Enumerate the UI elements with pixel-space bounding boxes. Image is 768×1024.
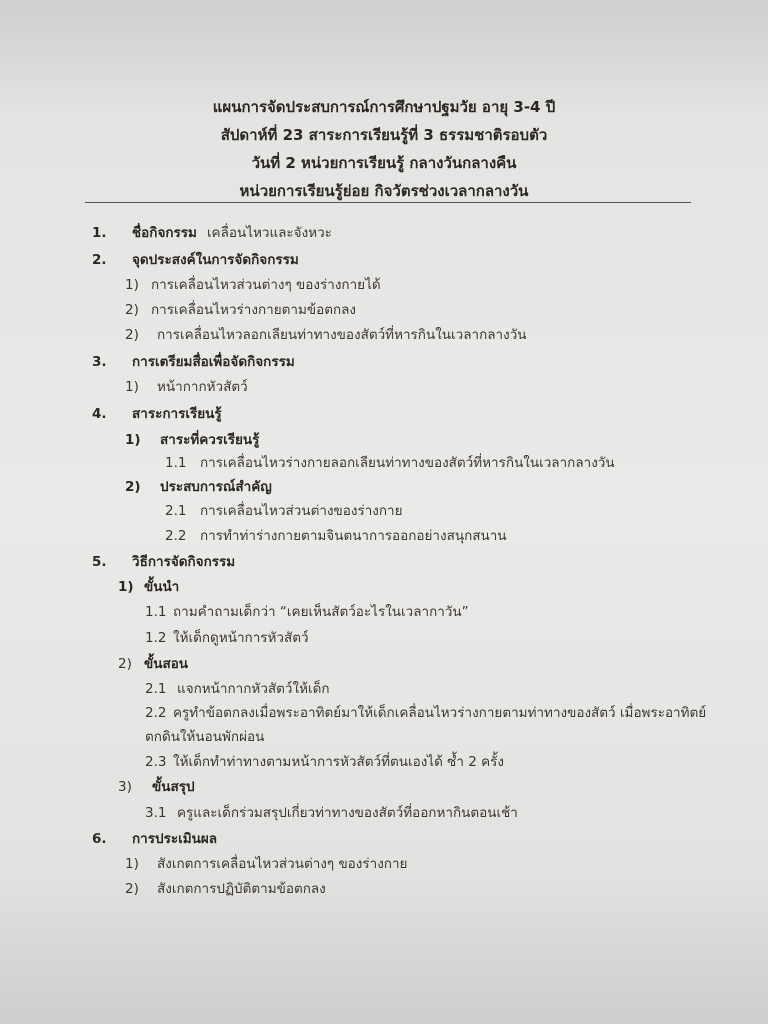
list-item-continuation: ตกดินให้นอนพักผ่อน (145, 729, 265, 745)
item-number: 1.2 (145, 630, 167, 646)
list-item (145, 600, 469, 622)
item-number: 3.1 (145, 805, 167, 821)
item-text: การเคลื่อนไหวส่วนต่างๆ ของร่างกายได้ (151, 277, 381, 293)
step-label (118, 775, 195, 797)
step-title: ขั้นสอน (144, 656, 189, 672)
section-label: สาระการเรียนรู้ (132, 406, 222, 422)
item-number: 2) (118, 656, 132, 672)
list-item (145, 626, 309, 648)
section-label: จุดประสงค์ในการจัดกิจกรรม (132, 252, 299, 268)
item-number: 1) (125, 379, 139, 395)
item-text: สังเกตการปฏิบัติตามข้อตกลง (157, 881, 326, 897)
item-number: 2) (125, 479, 141, 495)
item-number: 2.2 (145, 705, 167, 721)
section-label: ชื่อกิจกรรม (132, 225, 197, 241)
section-number: 3. (92, 354, 107, 370)
item-number: 1) (125, 856, 139, 872)
subsection-label (125, 428, 259, 450)
section-evaluation (92, 827, 217, 849)
section-number: 5. (92, 554, 107, 570)
list-item (125, 375, 248, 397)
subunit-title: หน่วยการเรียนรู้ย่อย กิจวัตรช่วงเวลากลางวัน (239, 182, 529, 200)
section-number: 2. (92, 252, 107, 268)
item-number: 2) (125, 327, 139, 343)
list-item (145, 701, 706, 723)
list-item (145, 750, 504, 772)
item-text: การเคลื่อนไหวร่างกายตามข้อตกลง (151, 302, 357, 318)
item-number: 1.1 (145, 604, 167, 620)
section-number: 6. (92, 831, 107, 847)
list-item (125, 877, 326, 899)
item-text: การเคลื่อนไหวร่างกายลอกเลียนท่าทางของสัตว์ที่หารกินในเวลากลางวัน (200, 455, 615, 471)
item-number: 1) (125, 277, 139, 293)
item-text: การเคลื่อนไหวส่วนต่างของร่างกาย (200, 503, 403, 519)
item-number: 2) (125, 881, 139, 897)
section-activity-name (92, 221, 332, 243)
day-title: วันที่ 2 หน่วยการเรียนรู้ กลางวันกลางคืน (251, 154, 517, 172)
item-text: แจกหน้ากากหัวสัตว์ให้เด็ก (177, 681, 330, 697)
step-label (118, 575, 179, 597)
item-text: หน้ากากหัวสัตว์ (157, 379, 248, 395)
activity-name-value: เคลื่อนไหวและจังหวะ (206, 225, 332, 241)
list-item (125, 298, 356, 320)
subsection-title: ประสบการณ์สำคัญ (160, 479, 272, 495)
section-objectives (92, 248, 299, 270)
section-number: 4. (92, 406, 107, 422)
week-title: สัปดาห์ที่ 23 สาระการเรียนรู้ที่ 3 ธรรมชาติรอบตัว (220, 126, 548, 144)
item-text: ครูทำข้อตกลงเมื่อพระอาทิตย์มาให้เด็กเคลื่อนไหวร่างกายตามท่าทางของสัตว์ เมื่อพระอาทิตย์ (173, 705, 707, 721)
item-text: ให้เด็กดูหน้าการหัวสัตว์ (173, 630, 309, 646)
section-procedure (92, 550, 235, 572)
item-text: สังเกตการเคลื่อนไหวส่วนต่างๆ ของร่างกาย (157, 856, 408, 872)
item-text: ให้เด็กทำท่าทางตามหน้าการหัวสัตว์ที่ตนเองได้ ซ้ำ 2 ครั้ง (173, 754, 504, 770)
item-number: 1) (125, 432, 141, 448)
item-number: 1) (118, 579, 134, 595)
section-materials (92, 350, 295, 372)
item-number: 2) (125, 302, 139, 318)
section-label: วิธีการจัดกิจกรรม (132, 554, 236, 570)
item-number: 2.1 (165, 503, 187, 519)
list-item (125, 323, 527, 345)
subsection-label (125, 475, 272, 497)
plan-title: แผนการจัดประสบการณ์การศึกษาปฐมวัย อายุ 3-4 ปี (212, 98, 556, 116)
step-title: ขั้นนำ (144, 579, 180, 595)
section-label: การประเมินผล (132, 831, 218, 847)
item-number: 2.2 (165, 528, 187, 544)
item-text: การเคลื่อนไหวลอกเลียนท่าทางของสัตว์ที่หารกินในเวลากลางวัน (157, 327, 527, 343)
item-number: 2.3 (145, 754, 167, 770)
section-learning-content (92, 402, 222, 424)
item-text: การทำท่าร่างกายตามจินตนาการออกอย่างสนุกสนาน (200, 528, 507, 544)
list-item (165, 499, 403, 521)
list-item (125, 852, 407, 874)
item-text: ครูและเด็กร่วมสรุปเกี่ยวท่าทางของสัตว์ที่ออกหากินตอนเช้า (177, 805, 518, 821)
list-item (145, 677, 330, 699)
item-number: 3) (118, 779, 132, 795)
list-item (165, 451, 615, 473)
subsection-title: สาระที่ควรเรียนรู้ (160, 432, 260, 448)
section-number: 1. (92, 225, 107, 241)
step-label (118, 652, 188, 674)
list-item (165, 524, 507, 546)
list-item (125, 273, 381, 295)
section-label: การเตรียมสื่อเพื่อจัดกิจกรรม (132, 354, 295, 370)
item-number: 2.1 (145, 681, 167, 697)
header-divider (85, 202, 691, 203)
item-text: ถามคำถามเด็กว่า “เคยเห็นสัตว์อะไรในเวลากาวัน” (173, 604, 469, 620)
list-item (145, 801, 518, 823)
step-title: ขั้นสรุป (152, 779, 195, 795)
item-number: 1.1 (165, 455, 187, 471)
